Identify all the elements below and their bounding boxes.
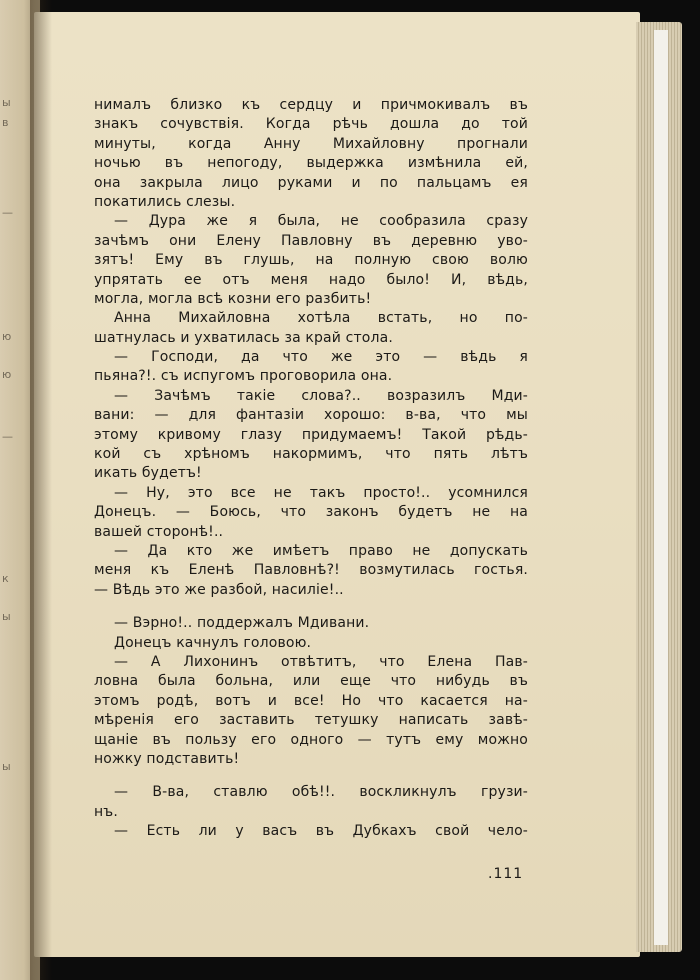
text-line: ночью въ непогоду, выдержка измѣнила ей,	[94, 155, 528, 172]
text-line: упрятать ее отъ меня надо было! И, вѣдь,	[94, 271, 528, 288]
text-line: этомъ родѣ, вотъ и все! Но что касается на-	[94, 692, 528, 709]
left-page-fragment: ы	[2, 96, 11, 109]
text-line: минуты, когда Анну Михайловну прогнали	[94, 135, 528, 152]
text-line: этому кривому глазу придумаемъ! Такой рѣдь-	[94, 426, 528, 443]
text-line: вани: — для фантазіи хорошо: в-ва, что мы	[94, 407, 528, 424]
left-page-fragment: ы	[2, 760, 11, 773]
text-line: — Вѣдь это же разбой, насиліе!..	[94, 581, 344, 598]
text-line: — Да кто же имѣетъ право не допускать	[114, 542, 528, 559]
text-line: знакъ сочувствія. Когда рѣчь дошла до той	[94, 116, 528, 133]
left-page-fragment: ю	[2, 330, 12, 343]
text-line: меня къ Еленѣ Павловнѣ?! возмутилась гостья.	[94, 562, 528, 579]
text-line: зятъ! Ему въ глушь, на полную свою волю	[94, 252, 528, 269]
page-block-edges	[636, 22, 682, 952]
text-line: — А Лихонинъ отвѣтитъ, что Елена Пав-	[114, 653, 528, 670]
text-line: — Господи, да что же это — вѣдь я	[114, 349, 528, 366]
paragraph-gap	[94, 600, 528, 614]
page-edge-highlight	[654, 30, 668, 945]
text-line: ножку подставить!	[94, 750, 240, 767]
left-page-fragment: —	[2, 430, 13, 443]
text-line: щаніе въ пользу его одного — тутъ ему можно	[94, 731, 528, 748]
text-line: ловна была больна, или еще что нибудь въ	[94, 673, 528, 690]
text-line: нъ.	[94, 803, 118, 820]
left-page-fragment: ы	[2, 610, 11, 623]
text-line: могла, могла всѣ козни его разбить!	[94, 290, 372, 307]
text-line: — Дура же я была, не сообразила сразу	[114, 213, 528, 230]
left-page-fragment: к	[2, 572, 9, 585]
left-page-fragment: ю	[2, 368, 12, 381]
text-line: — В-ва, ставлю обѣ!!. воскликнулъ грузи-	[114, 784, 528, 801]
text-line: — Ну, это все не такъ просто!.. усомнился	[114, 484, 528, 501]
text-line: покатились слезы.	[94, 193, 236, 210]
page-number: .111	[488, 866, 524, 882]
text-line: нималъ близко къ сердцу и причмокивалъ въ	[94, 97, 528, 113]
text-line: Анна Михайловна хотѣла встать, но по-	[114, 310, 528, 327]
text-line: Донецъ качнулъ головою.	[114, 634, 312, 651]
text-line: Донецъ. — Боюсь, что законъ будетъ не на	[94, 504, 528, 521]
text-line: зачѣмъ они Елену Павловну въ деревню уво-	[94, 232, 528, 249]
text-line: — Зачѣмъ такіе слова?.. возразилъ Мди-	[114, 387, 528, 404]
text-line: вашей сторонѣ!..	[94, 523, 224, 540]
text-line: кой съ хрѣномъ накормимъ, что пять лѣтъ	[94, 446, 528, 463]
spine-shadow	[30, 0, 52, 980]
paragraph-gap	[94, 769, 528, 783]
left-page-fragment: —	[2, 206, 13, 219]
left-page-fragment: в	[2, 116, 9, 129]
text-line: шатнулась и ухватилась за край стола.	[94, 329, 393, 346]
text-line: икать будетъ!	[94, 465, 202, 482]
text-line: мѣренія его заставить тетушку написать завѣ-	[94, 712, 528, 729]
text-line: — Вэрно!.. поддержалъ Мдивани.	[114, 615, 370, 632]
text-line: пьяна?!. съ испугомъ проговорила она.	[94, 368, 393, 385]
text-line: — Есть ли у васъ въ Дубкахъ свой чело-	[114, 823, 528, 840]
page-text	[94, 96, 528, 841]
text-line: она закрыла лицо руками и по пальцамъ ея	[94, 174, 528, 191]
